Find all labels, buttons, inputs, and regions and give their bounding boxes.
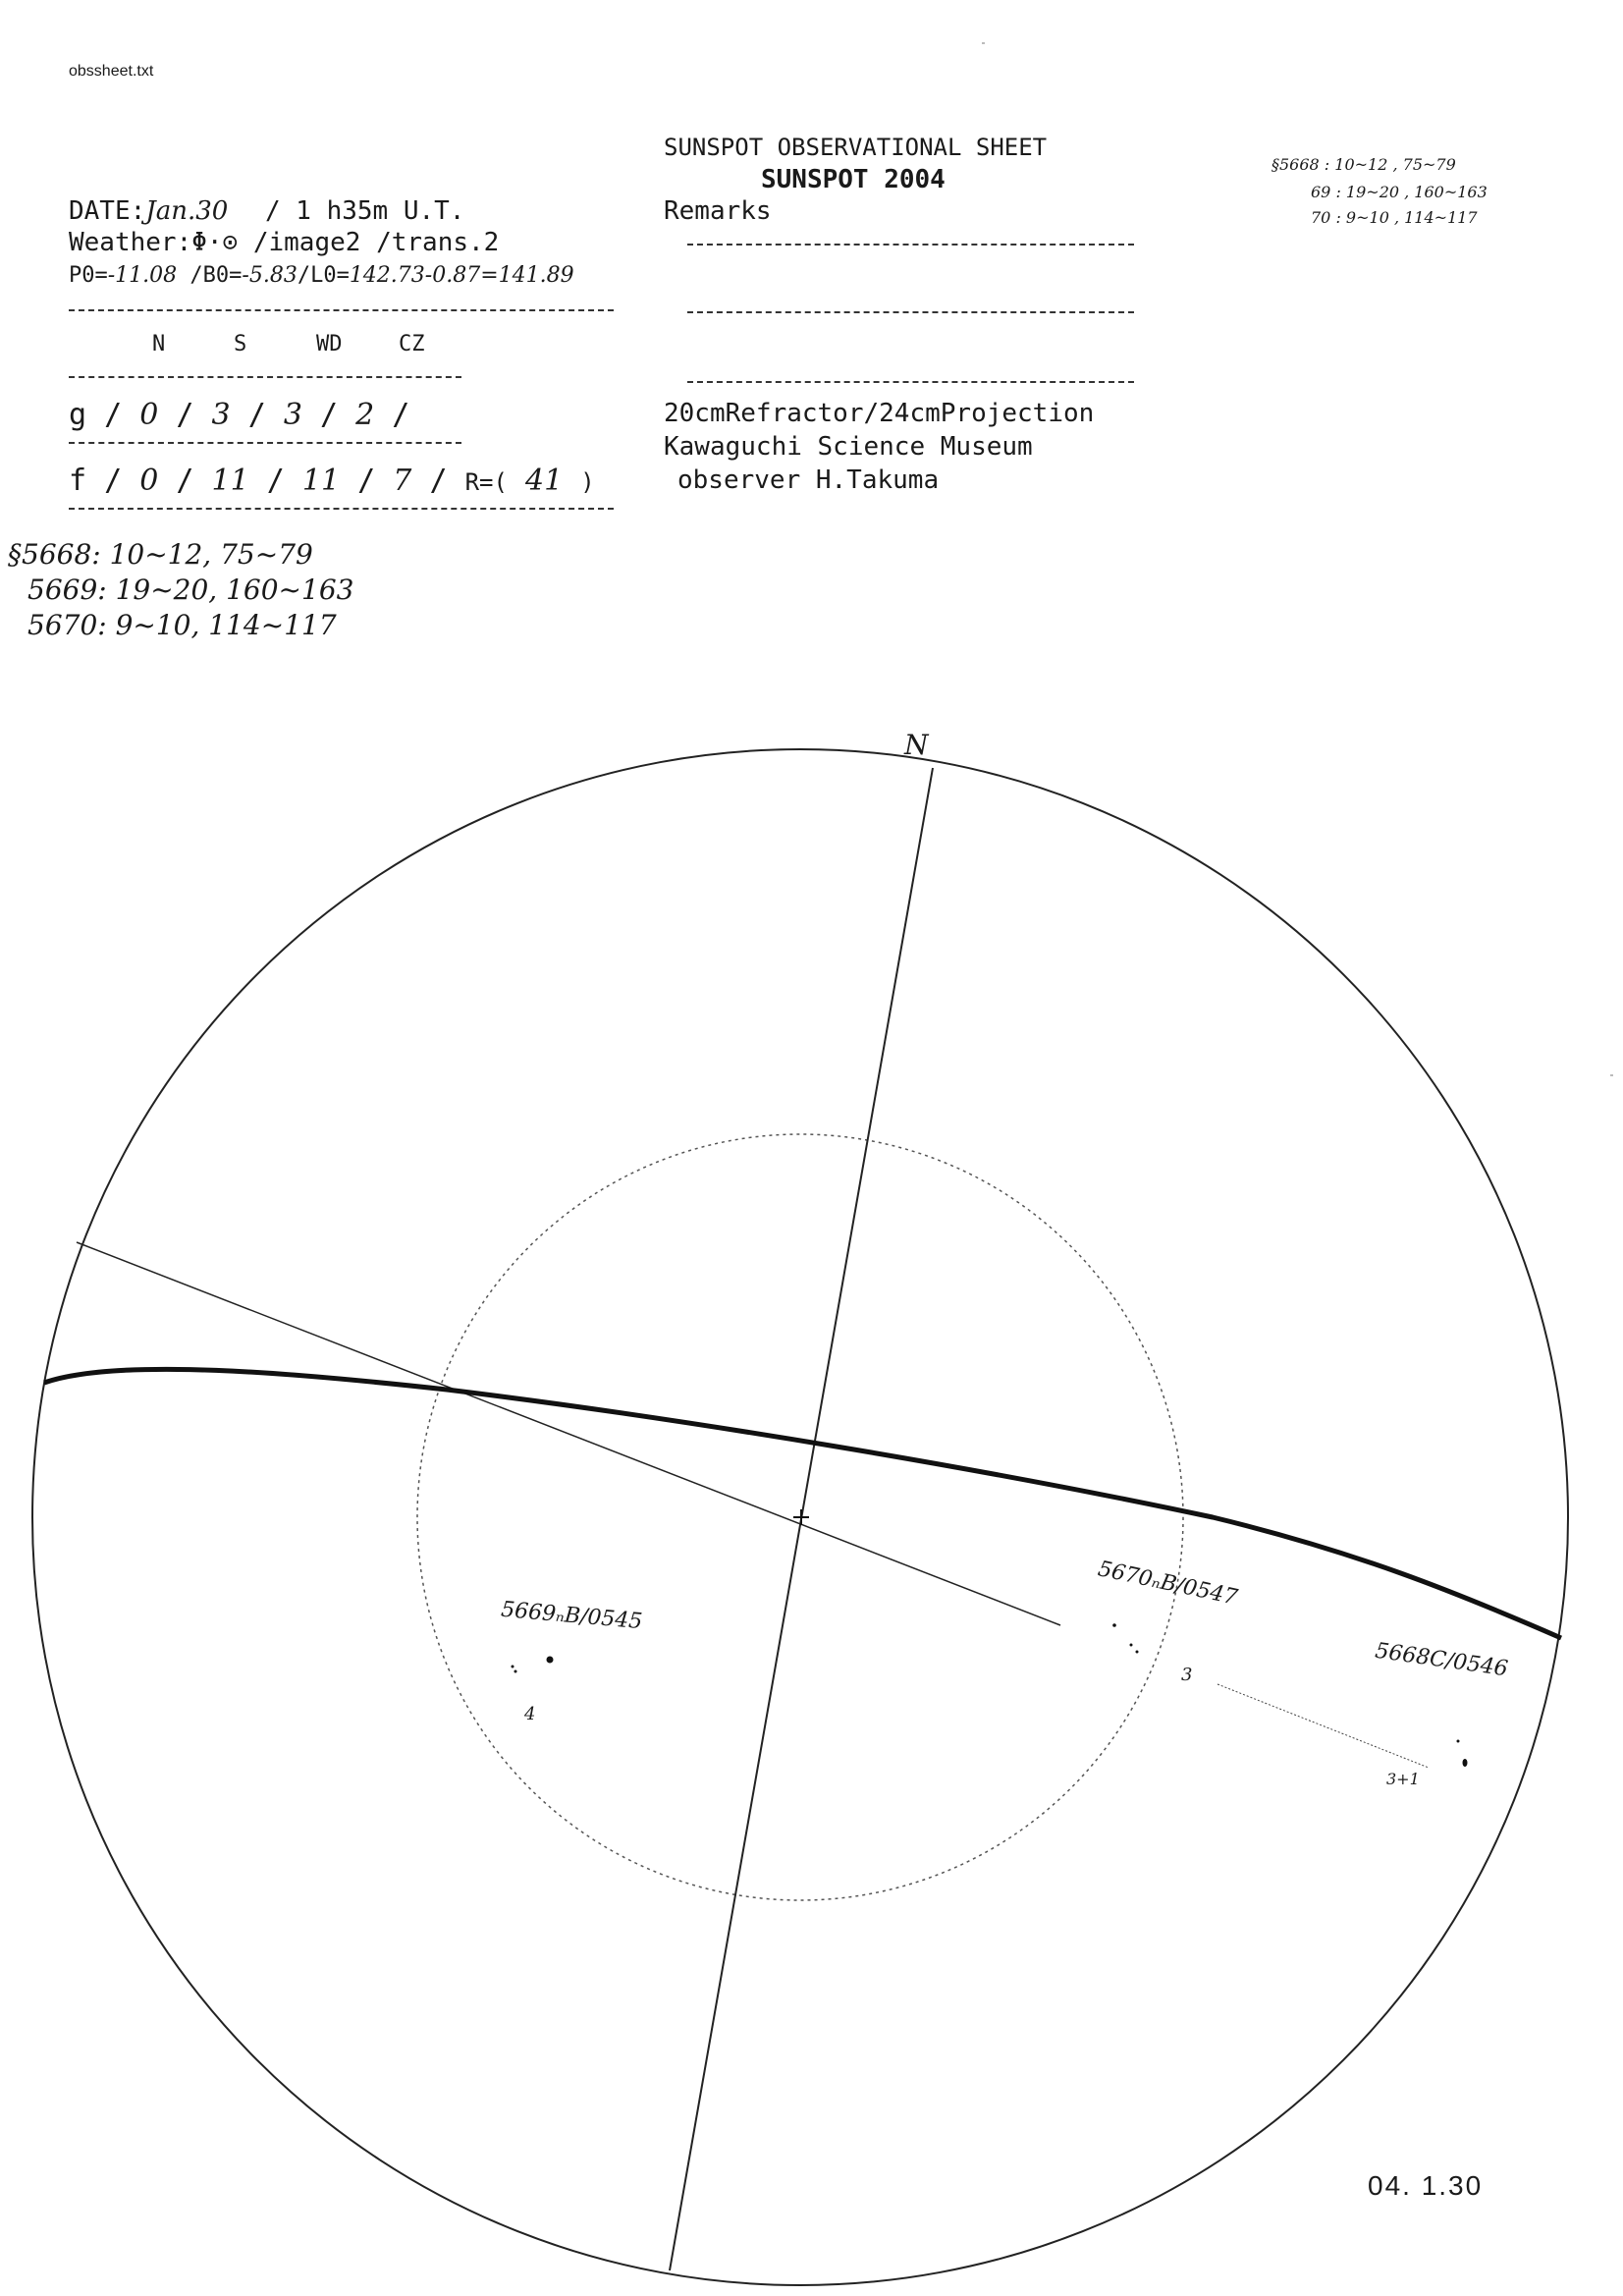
col-header-cz: CZ — [399, 332, 425, 356]
col-header-wd: WD — [316, 332, 343, 356]
time-value: / 1 h35m U.T. — [264, 196, 465, 226]
north-label: N — [904, 729, 929, 761]
sunspot — [512, 1666, 514, 1668]
group-label-5670: 5670ₙB/0547 — [1095, 1557, 1240, 1611]
east-west-axis — [77, 1242, 1060, 1625]
remarks-label: Remarks — [664, 196, 772, 226]
group-label-5668: 5668C/0546 — [1373, 1638, 1510, 1682]
f-value-n: 0 — [139, 464, 159, 498]
f-label: f — [69, 464, 87, 498]
note-topright-3: 70 : 9~10 , 114~117 — [1311, 208, 1478, 227]
sheet-subtitle: SUNSPOT 2004 — [761, 165, 946, 194]
r-label: R=( — [464, 468, 508, 496]
g-value-s: 3 — [211, 398, 231, 432]
date-label: DATE: — [69, 196, 146, 226]
date-stamp: 04. 1.30 — [1368, 2170, 1484, 2201]
sunspot — [1112, 1623, 1116, 1627]
sunspot — [1136, 1651, 1139, 1654]
r-close: ) — [580, 468, 595, 496]
note-topright-1: §5668 : 10~12 , 75~79 — [1271, 155, 1456, 174]
g-value-cz: 2 — [355, 398, 375, 432]
telescope-info: 20cmRefractor/24cmProjection — [664, 399, 1095, 428]
weather-label: Weather: — [69, 228, 192, 257]
p0-label: P0= — [69, 263, 108, 288]
observer-info: observer H.Takuma — [677, 465, 940, 495]
sunspot — [547, 1657, 554, 1664]
note-left-2: 5669: 19~20, 160~163 — [27, 574, 354, 606]
note-left-1: §5668: 10~12, 75~79 — [8, 538, 313, 571]
f-value-cz: 7 — [393, 464, 412, 498]
institution-info: Kawaguchi Science Museum — [664, 432, 1033, 462]
f-value-wd: 11 — [301, 464, 341, 498]
sunspot — [1463, 1759, 1468, 1767]
group-count-5669: 4 — [524, 1704, 536, 1724]
col-header-n: N — [152, 332, 166, 356]
b0-label: /B0= — [189, 263, 243, 288]
weather-value: Φ·⊙ /image2 /trans.2 — [191, 228, 500, 257]
f-row: f / 0 / 11 / 11 / 7 / R=( 41 ) — [69, 464, 595, 498]
g-label: g — [69, 398, 87, 432]
filename: obssheet.txt — [69, 63, 154, 80]
l0-value: 142.73-0.87=141.89 — [349, 263, 574, 288]
r-value: 41 — [524, 464, 564, 498]
latitude-curve — [44, 1369, 1561, 1638]
east-west-axis-extension — [1217, 1684, 1429, 1768]
sheet-title: SUNSPOT OBSERVATIONAL SHEET — [664, 134, 1048, 161]
group-label-5669: 5669ₙB/0545 — [500, 1597, 644, 1635]
l0-label: /L0= — [297, 263, 350, 288]
b0-value: -5.83 — [242, 263, 298, 288]
p0-value: -11.08 — [107, 263, 178, 288]
group-count-5670: 3 — [1181, 1665, 1193, 1685]
sunspot — [1457, 1740, 1460, 1743]
note-left-3: 5670: 9~10, 114~117 — [27, 609, 337, 641]
sunspot — [1130, 1644, 1133, 1647]
note-topright-2: 69 : 19~20 , 160~163 — [1311, 183, 1488, 201]
col-header-s: S — [234, 332, 247, 356]
g-value-wd: 3 — [283, 398, 302, 432]
date-value: Jan.30 — [145, 196, 229, 226]
sunspot — [514, 1670, 517, 1673]
g-row: g / 0 / 3 / 3 / 2 / — [69, 398, 410, 432]
f-value-s: 11 — [211, 464, 249, 498]
g-value-n: 0 — [139, 398, 159, 432]
group-count-5668: 3+1 — [1386, 1770, 1420, 1788]
